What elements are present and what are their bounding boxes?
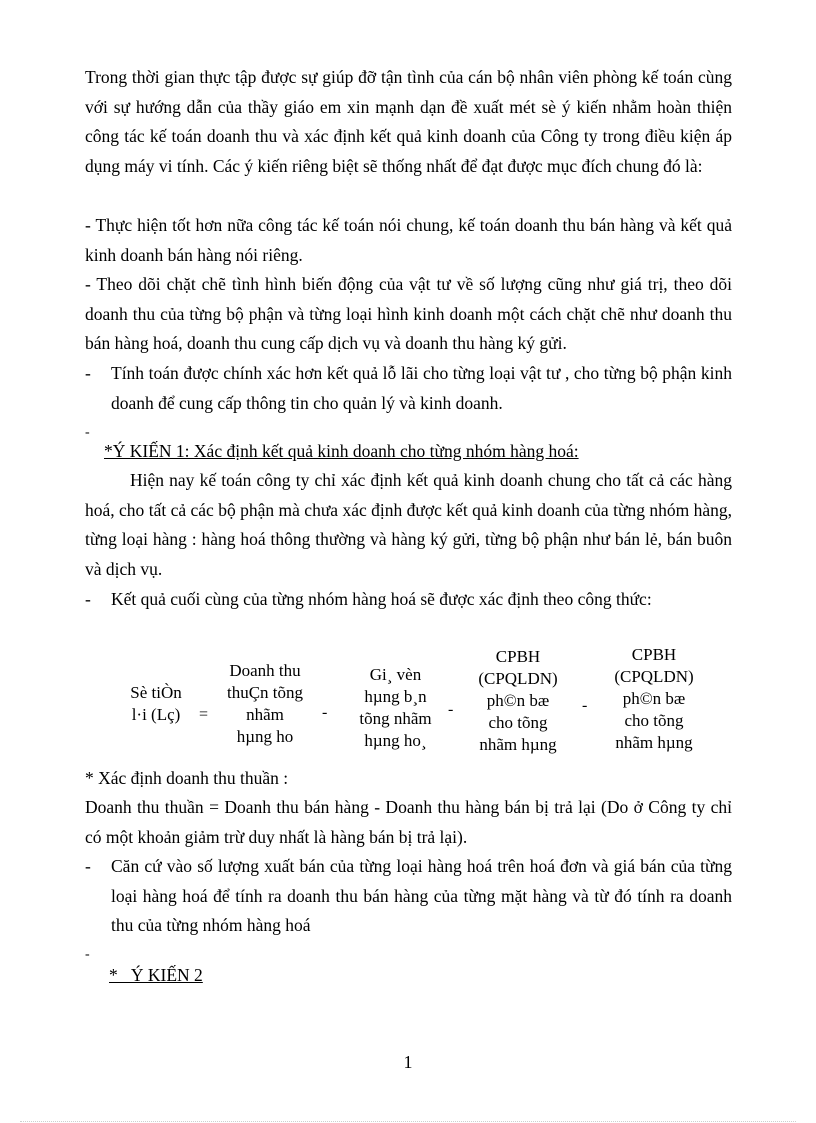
- page-number: 1: [403, 1052, 413, 1072]
- formula-line: thuÇn tõng: [226, 683, 304, 702]
- formula-term-net-revenue: [215, 660, 315, 748]
- net-revenue-heading: * Xác định doanh thu thuần :: [85, 768, 289, 788]
- formula-line: hµng b¸n: [364, 687, 427, 706]
- formula-equals: =: [199, 706, 209, 723]
- opinion-1-heading: *Ý KIẾN 1: Xác định kết quả kinh doanh cho từng nhóm hàng hoá:: [104, 441, 579, 461]
- point-monitor-materials: - Theo dõi chặt chẽ tình hình biến động của vật tư về số lượng cũng như giá trị, theo dõi doanh thu của từng bộ phận và từng loại hình kinh doanh một cách chặt chẽ như doanh thu bán hàng hoá, doanh thu cung cấp dịch vụ và doanh thu hàng ký gửi.: [85, 274, 732, 353]
- formula-line: cho tõng: [488, 713, 548, 732]
- net-revenue-definition: Doanh thu thuần = Doanh thu bán hàng - Doanh thu hàng bán bị trả lại (Do ở Công ty chỉ có một khoản giảm trừ duy nhất là hàng bán bị trả lại).: [85, 797, 732, 847]
- intro-paragraph: Trong thời gian thực tập được sự giúp đỡ tận tình của cán bộ nhân viên phòng kế toán cùng với sự hướng dẫn của thầy giáo em xin mạnh dạn đề xuất mét sè ý kiến nhằm hoàn thiện công tác kế toán doanh thu và xác định kết quả kinh doanh của Công ty trong điều kiện áp dụng máy vi tính. Các ý kiến riêng biệt sẽ thống nhất để đạt được mục đích chung đó là:: [85, 67, 732, 176]
- bullet-text: Căn cứ vào số lượng xuất bán của từng loại hàng hoá trên hoá đơn và giá bán của từng loại hàng hoá để tính ra doanh thu bán hàng của từng mặt hàng và từ đó tính ra doanh thu của từng nhóm hàng hoá: [111, 856, 732, 935]
- formula-line: Gi¸ vèn: [369, 665, 422, 684]
- formula-line: Doanh thu: [229, 661, 301, 680]
- bullet-dash: -: [85, 363, 91, 383]
- point-revenue-basis: [85, 852, 732, 941]
- formula-minus: -: [448, 701, 454, 718]
- point-better-accounting: - Thực hiện tốt hơn nữa công tác kế toán nói chung, kế toán doanh thu bán hàng và kết quả kinh doanh bán hàng nói riêng.: [85, 215, 732, 265]
- point-accurate-profit: [85, 359, 732, 418]
- formula-line: ph©n bæ: [486, 691, 550, 710]
- formula-line: hµng ho¸: [364, 731, 427, 750]
- formula-term-cost-of-goods: [343, 664, 448, 752]
- bullet-dash: -: [85, 589, 91, 609]
- formula-line: CPBH: [631, 645, 677, 664]
- formula-line: (CPQLDN): [614, 667, 694, 686]
- formula-term-selling-expense-2: [598, 644, 710, 754]
- formula-term-selling-expense-1: [462, 646, 574, 756]
- stray-dash-mark: -: [85, 947, 90, 962]
- formula-line: (CPQLDN): [478, 669, 558, 688]
- bullet-dash: -: [85, 856, 91, 876]
- bullet-text: Tính toán được chính xác hơn kết quả lỗ lãi cho từng loại vật tư , cho từng bộ phận kinh doanh để cung cấp thông tin cho quản lý và kinh doanh.: [111, 363, 732, 413]
- stray-dash-mark: -: [85, 425, 90, 440]
- profit-formula: [0, 640, 816, 760]
- formula-intro: [85, 585, 732, 615]
- formula-minus: -: [322, 704, 328, 721]
- formula-line: tõng nhãm: [359, 709, 432, 728]
- page-footer-divider: [20, 1121, 796, 1122]
- formula-line: nhãm: [246, 705, 284, 724]
- formula-line: CPBH: [495, 647, 541, 666]
- formula-line: l·i (Lç): [131, 705, 181, 724]
- formula-minus: -: [582, 697, 588, 714]
- bullet-text: Kết quả cuối cùng của từng nhóm hàng hoá sẽ được xác định theo công thức:: [111, 589, 652, 609]
- formula-line: hµng ho: [236, 727, 294, 746]
- opinion-2-heading: * Ý KIẾN 2: [109, 965, 203, 985]
- formula-line: Sè tiÒn: [130, 683, 182, 702]
- formula-line: ph©n bæ: [622, 689, 686, 708]
- opinion-1-body: Hiện nay kế toán công ty chỉ xác định kết quả kinh doanh chung cho tất cả các hàng hoá, cho tất cả các bộ phận mà chưa xác định được kết quả kinh doanh của từng nhóm hàng, từng loại hàng : hàng hoá thông thường và hàng ký gửi, từng bộ phận như bán lẻ, bán buôn và dịch vụ.: [85, 470, 732, 579]
- formula-line: cho tõng: [624, 711, 684, 730]
- formula-line: nhãm hµng: [479, 735, 557, 754]
- formula-line: nhãm hµng: [615, 733, 693, 752]
- formula-term-profit: [115, 682, 197, 726]
